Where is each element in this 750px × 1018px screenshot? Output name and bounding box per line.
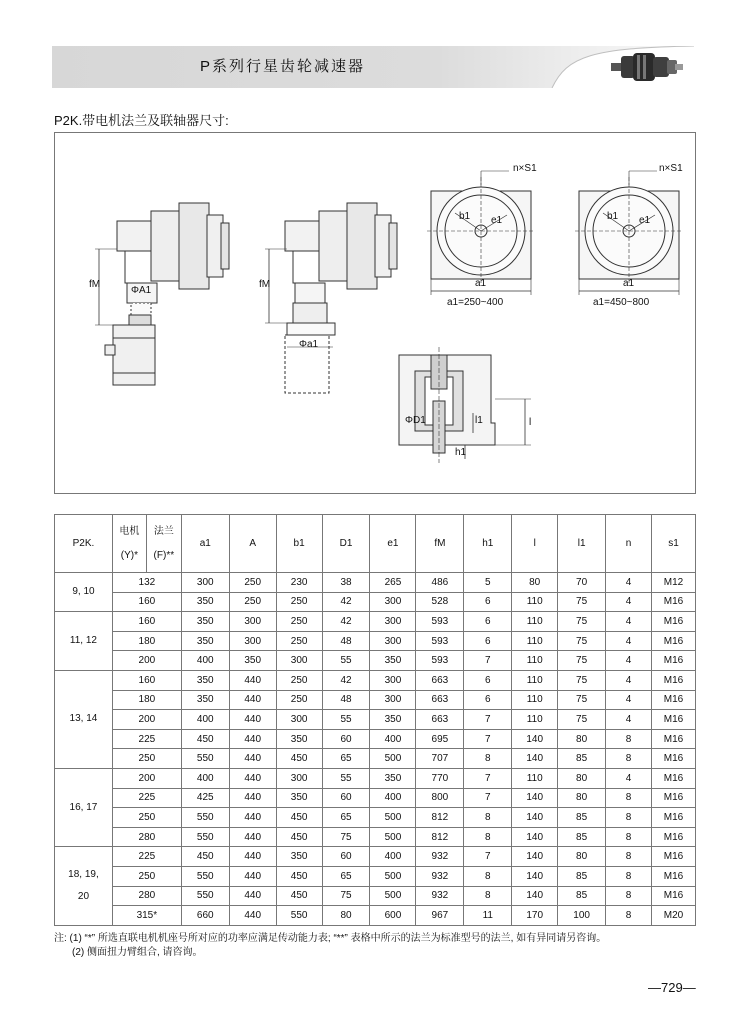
label-a1-right: a1	[623, 278, 635, 289]
value-cell: 11	[464, 906, 512, 926]
value-cell: 8	[606, 749, 652, 769]
left-flange-view	[427, 171, 535, 295]
value-cell: 770	[416, 768, 464, 788]
value-cell: 400	[370, 788, 416, 808]
value-cell: 350	[276, 788, 322, 808]
value-cell: 6	[464, 670, 512, 690]
label-e1-left: e1	[491, 215, 503, 226]
value-cell: 440	[229, 886, 276, 906]
value-cell: 450	[276, 886, 322, 906]
value-cell: 75	[558, 690, 606, 710]
value-cell: 80	[558, 729, 606, 749]
group-label: 16, 17	[55, 768, 113, 846]
header-b1: b1	[276, 515, 322, 573]
value-cell: 4	[606, 710, 652, 730]
value-cell: 663	[416, 710, 464, 730]
value-cell: 8	[606, 847, 652, 867]
value-cell: 593	[416, 631, 464, 651]
value-cell: 300	[370, 631, 416, 651]
value-cell: 85	[558, 749, 606, 769]
label-range-right: a1=450~800	[593, 297, 650, 308]
header-e1: e1	[370, 515, 416, 573]
value-cell: 85	[558, 886, 606, 906]
label-nxs-right: n×S1	[659, 163, 683, 174]
value-cell: 7	[464, 788, 512, 808]
value-cell: 300	[181, 573, 229, 593]
value-cell: 660	[181, 906, 229, 926]
value-cell: M16	[651, 729, 695, 749]
motor-size-cell: 200	[112, 651, 181, 671]
table-row	[55, 651, 696, 671]
value-cell: 300	[370, 592, 416, 612]
value-cell: M16	[651, 690, 695, 710]
value-cell: 80	[558, 847, 606, 867]
value-cell: M20	[651, 906, 695, 926]
header-D1: D1	[322, 515, 370, 573]
value-cell: 450	[276, 827, 322, 847]
header-flange-top: 法兰	[153, 525, 174, 537]
value-cell: 663	[416, 690, 464, 710]
value-cell: 800	[416, 788, 464, 808]
footnotes	[54, 932, 606, 960]
value-cell: 250	[276, 592, 322, 612]
value-cell: M16	[651, 612, 695, 632]
value-cell: 100	[558, 906, 606, 926]
value-cell: 6	[464, 690, 512, 710]
value-cell: 707	[416, 749, 464, 769]
value-cell: 250	[276, 631, 322, 651]
value-cell: 250	[276, 690, 322, 710]
value-cell: 140	[512, 749, 558, 769]
value-cell: 450	[276, 749, 322, 769]
group-label: 13, 14	[55, 670, 113, 768]
value-cell: 80	[322, 906, 370, 926]
value-cell: 4	[606, 690, 652, 710]
motor-size-cell: 315*	[112, 906, 181, 926]
value-cell: 440	[229, 808, 276, 828]
value-cell: 80	[512, 573, 558, 593]
value-cell: 75	[558, 592, 606, 612]
value-cell: 350	[181, 670, 229, 690]
value-cell: 75	[558, 612, 606, 632]
value-cell: 80	[558, 788, 606, 808]
value-cell: 75	[558, 670, 606, 690]
value-cell: 350	[370, 768, 416, 788]
right-assembly-drawing	[265, 203, 397, 393]
value-cell: 300	[229, 631, 276, 651]
group-label: 18, 19, 20	[55, 847, 113, 925]
value-cell: 75	[322, 827, 370, 847]
header-p2k: P2K.	[55, 515, 113, 573]
value-cell: 65	[322, 808, 370, 828]
label-fm-left: fM	[89, 279, 101, 290]
value-cell: 55	[322, 710, 370, 730]
group-label: 9, 10	[55, 573, 113, 612]
value-cell: 967	[416, 906, 464, 926]
value-cell: 350	[370, 651, 416, 671]
value-cell: 110	[512, 651, 558, 671]
value-cell: 4	[606, 573, 652, 593]
value-cell: 550	[181, 827, 229, 847]
value-cell: 350	[370, 710, 416, 730]
table-row	[55, 690, 696, 710]
value-cell: M16	[651, 886, 695, 906]
value-cell: 932	[416, 886, 464, 906]
value-cell: 6	[464, 631, 512, 651]
value-cell: 300	[276, 651, 322, 671]
value-cell: 48	[322, 631, 370, 651]
value-cell: 425	[181, 788, 229, 808]
header-flange	[146, 515, 181, 573]
value-cell: 7	[464, 651, 512, 671]
left-assembly-drawing	[95, 203, 229, 385]
table-row	[55, 749, 696, 769]
motor-size-cell: 250	[112, 866, 181, 886]
value-cell: 8	[606, 906, 652, 926]
value-cell: 6	[464, 612, 512, 632]
value-cell: 486	[416, 573, 464, 593]
value-cell: 695	[416, 729, 464, 749]
value-cell: 550	[276, 906, 322, 926]
value-cell: 8	[606, 808, 652, 828]
value-cell: 55	[322, 651, 370, 671]
value-cell: 300	[370, 612, 416, 632]
value-cell: 250	[276, 670, 322, 690]
header-flange-bottom: (F)**	[153, 549, 175, 561]
header-l1: l1	[558, 515, 606, 573]
table-row	[55, 573, 696, 593]
value-cell: 300	[276, 710, 322, 730]
dimension-table	[54, 514, 696, 926]
value-cell: 140	[512, 788, 558, 808]
value-cell: M16	[651, 651, 695, 671]
value-cell: M12	[651, 573, 695, 593]
table-header-row	[55, 515, 696, 573]
value-cell: 663	[416, 670, 464, 690]
value-cell: 450	[276, 808, 322, 828]
value-cell: 140	[512, 866, 558, 886]
value-cell: 400	[181, 651, 229, 671]
value-cell: M16	[651, 592, 695, 612]
table-row	[55, 866, 696, 886]
value-cell: 8	[464, 866, 512, 886]
label-b1-right: b1	[607, 211, 619, 222]
value-cell: 230	[276, 573, 322, 593]
value-cell: 4	[606, 612, 652, 632]
value-cell: 300	[370, 670, 416, 690]
value-cell: 350	[181, 690, 229, 710]
label-range-left: a1=250~400	[447, 297, 504, 308]
value-cell: 932	[416, 847, 464, 867]
header-l: l	[512, 515, 558, 573]
value-cell: 8	[464, 827, 512, 847]
value-cell: 110	[512, 670, 558, 690]
value-cell: 8	[606, 886, 652, 906]
value-cell: 250	[276, 612, 322, 632]
table-row	[55, 710, 696, 730]
value-cell: 440	[229, 768, 276, 788]
value-cell: 170	[512, 906, 558, 926]
value-cell: 140	[512, 827, 558, 847]
label-phia1-left: ΦA1	[131, 285, 152, 296]
value-cell: 593	[416, 651, 464, 671]
value-cell: 440	[229, 827, 276, 847]
value-cell: 4	[606, 592, 652, 612]
table-row	[55, 808, 696, 828]
value-cell: 75	[558, 631, 606, 651]
value-cell: 812	[416, 827, 464, 847]
value-cell: 300	[276, 768, 322, 788]
footnote-2: (2) 侧面扭力臂组合, 请咨询。	[72, 947, 203, 958]
value-cell: 440	[229, 788, 276, 808]
value-cell: 48	[322, 690, 370, 710]
value-cell: 350	[181, 631, 229, 651]
value-cell: 440	[229, 906, 276, 926]
value-cell: 65	[322, 866, 370, 886]
value-cell: 350	[181, 612, 229, 632]
value-cell: 7	[464, 847, 512, 867]
table-row	[55, 729, 696, 749]
value-cell: 7	[464, 710, 512, 730]
motor-size-cell: 225	[112, 729, 181, 749]
motor-size-cell: 250	[112, 808, 181, 828]
value-cell: 350	[276, 729, 322, 749]
value-cell: 4	[606, 631, 652, 651]
motor-size-cell: 280	[112, 886, 181, 906]
label-nxs-left: n×S1	[513, 163, 537, 174]
value-cell: 6	[464, 592, 512, 612]
header-motor	[112, 515, 146, 573]
value-cell: 8	[606, 729, 652, 749]
label-phid1: ΦD1	[405, 415, 426, 426]
table-row	[55, 612, 696, 632]
value-cell: 7	[464, 729, 512, 749]
value-cell: 265	[370, 573, 416, 593]
value-cell: 75	[558, 651, 606, 671]
table-row	[55, 886, 696, 906]
value-cell: 8	[464, 749, 512, 769]
value-cell: 500	[370, 886, 416, 906]
value-cell: 70	[558, 573, 606, 593]
motor-size-cell: 280	[112, 827, 181, 847]
value-cell: 4	[606, 768, 652, 788]
label-b1-left: b1	[459, 211, 471, 222]
value-cell: 110	[512, 612, 558, 632]
value-cell: 300	[370, 690, 416, 710]
value-cell: 42	[322, 612, 370, 632]
value-cell: 250	[229, 592, 276, 612]
value-cell: 5	[464, 573, 512, 593]
value-cell: M16	[651, 866, 695, 886]
value-cell: 440	[229, 690, 276, 710]
motor-size-cell: 225	[112, 847, 181, 867]
drawing-panel	[54, 132, 696, 494]
value-cell: 400	[370, 729, 416, 749]
value-cell: 8	[606, 866, 652, 886]
footnote-1: 注: (1) “*” 所选直联电机机座号所对应的功率应满足传动能力表; “**” 表格中所示的法兰为标准型号的法兰, 如有异同请另咨询。	[54, 933, 607, 944]
table-body	[55, 573, 696, 926]
value-cell: 65	[322, 749, 370, 769]
value-cell: 440	[229, 729, 276, 749]
value-cell: 400	[181, 768, 229, 788]
value-cell: 110	[512, 592, 558, 612]
value-cell: 110	[512, 768, 558, 788]
value-cell: 593	[416, 612, 464, 632]
value-cell: 528	[416, 592, 464, 612]
header-fM: fM	[416, 515, 464, 573]
value-cell: M16	[651, 827, 695, 847]
value-cell: M16	[651, 808, 695, 828]
table-row	[55, 631, 696, 651]
value-cell: 140	[512, 729, 558, 749]
table-row	[55, 788, 696, 808]
value-cell: 140	[512, 886, 558, 906]
value-cell: 550	[181, 749, 229, 769]
value-cell: 85	[558, 827, 606, 847]
header-n: n	[606, 515, 652, 573]
coupling-section-view	[399, 347, 531, 463]
value-cell: 75	[322, 886, 370, 906]
value-cell: M16	[651, 847, 695, 867]
value-cell: 550	[181, 808, 229, 828]
table-row	[55, 906, 696, 926]
value-cell: 4	[606, 651, 652, 671]
table-row	[55, 670, 696, 690]
right-flange-view	[575, 171, 683, 295]
value-cell: 8	[464, 886, 512, 906]
value-cell: 250	[229, 573, 276, 593]
value-cell: 500	[370, 808, 416, 828]
motor-size-cell: 180	[112, 631, 181, 651]
value-cell: 450	[181, 729, 229, 749]
value-cell: 60	[322, 788, 370, 808]
value-cell: 350	[181, 592, 229, 612]
value-cell: 110	[512, 631, 558, 651]
value-cell: 140	[512, 847, 558, 867]
motor-size-cell: 225	[112, 788, 181, 808]
label-e1-right: e1	[639, 215, 651, 226]
value-cell: 60	[322, 847, 370, 867]
value-cell: M16	[651, 670, 695, 690]
value-cell: 75	[558, 710, 606, 730]
value-cell: 440	[229, 847, 276, 867]
value-cell: 85	[558, 866, 606, 886]
value-cell: 400	[370, 847, 416, 867]
value-cell: 440	[229, 670, 276, 690]
value-cell: 440	[229, 710, 276, 730]
header-motor-top: 电机	[119, 525, 140, 537]
value-cell: 450	[276, 866, 322, 886]
value-cell: 8	[606, 788, 652, 808]
value-cell: M16	[651, 768, 695, 788]
value-cell: 8	[606, 827, 652, 847]
value-cell: 550	[181, 886, 229, 906]
motor-size-cell: 160	[112, 612, 181, 632]
table-row	[55, 592, 696, 612]
value-cell: 42	[322, 670, 370, 690]
value-cell: 550	[181, 866, 229, 886]
value-cell: 7	[464, 768, 512, 788]
table-row	[55, 827, 696, 847]
label-h1: h1	[455, 447, 467, 458]
motor-size-cell: 180	[112, 690, 181, 710]
section-title: P2K.带电机法兰及联轴器尺寸:	[54, 113, 229, 128]
label-a1-left: a1	[475, 278, 487, 289]
table-row	[55, 847, 696, 867]
value-cell: 500	[370, 749, 416, 769]
gear-reducer-icon	[607, 48, 687, 86]
value-cell: 140	[512, 808, 558, 828]
value-cell: 450	[181, 847, 229, 867]
table-row	[55, 768, 696, 788]
value-cell: M16	[651, 631, 695, 651]
value-cell: 60	[322, 729, 370, 749]
value-cell: 400	[181, 710, 229, 730]
value-cell: 55	[322, 768, 370, 788]
value-cell: 350	[229, 651, 276, 671]
header-h1: h1	[464, 515, 512, 573]
value-cell: 350	[276, 847, 322, 867]
value-cell: 42	[322, 592, 370, 612]
group-label: 11, 12	[55, 612, 113, 671]
header-a1: a1	[181, 515, 229, 573]
value-cell: 812	[416, 808, 464, 828]
header-A: A	[229, 515, 276, 573]
motor-size-cell: 132	[112, 573, 181, 593]
value-cell: 38	[322, 573, 370, 593]
motor-size-cell: 160	[112, 670, 181, 690]
motor-size-cell: 200	[112, 710, 181, 730]
value-cell: 110	[512, 690, 558, 710]
label-l: l	[529, 417, 532, 428]
value-cell: 500	[370, 866, 416, 886]
value-cell: M16	[651, 788, 695, 808]
value-cell: 932	[416, 866, 464, 886]
header-motor-bottom: (Y)*	[120, 549, 138, 561]
technical-drawing	[55, 133, 697, 495]
header-s1: s1	[651, 515, 695, 573]
value-cell: 440	[229, 866, 276, 886]
motor-size-cell: 160	[112, 592, 181, 612]
value-cell: 80	[558, 768, 606, 788]
value-cell: M16	[651, 710, 695, 730]
value-cell: 85	[558, 808, 606, 828]
value-cell: 110	[512, 710, 558, 730]
value-cell: M16	[651, 749, 695, 769]
motor-size-cell: 250	[112, 749, 181, 769]
value-cell: 8	[464, 808, 512, 828]
value-cell: 600	[370, 906, 416, 926]
label-phia1-right: Φa1	[299, 339, 319, 350]
motor-size-cell: 200	[112, 768, 181, 788]
label-l1: l1	[475, 415, 483, 426]
label-fm-right: fM	[259, 279, 271, 290]
header-banner	[52, 46, 694, 88]
value-cell: 4	[606, 670, 652, 690]
page-title: P系列行星齿轮减速器	[200, 58, 366, 75]
value-cell: 300	[229, 612, 276, 632]
page-number: —729—	[648, 980, 696, 995]
value-cell: 500	[370, 827, 416, 847]
value-cell: 440	[229, 749, 276, 769]
